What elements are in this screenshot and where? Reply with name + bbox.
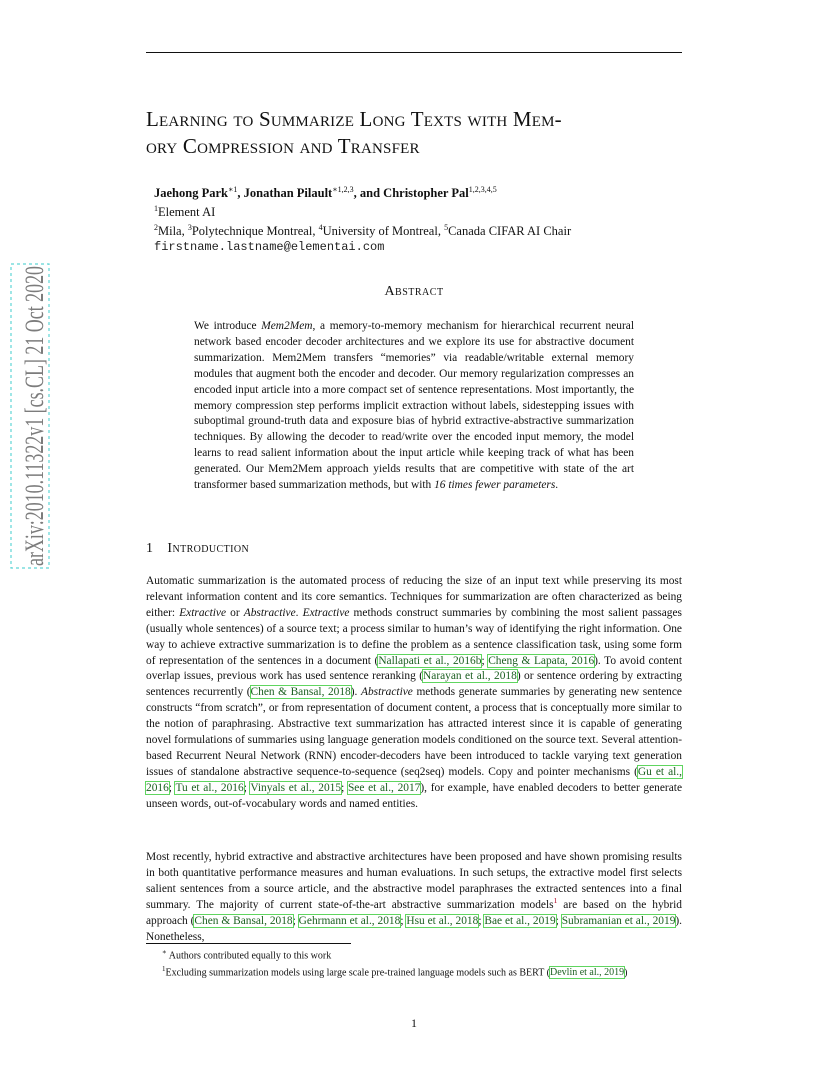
abstract-emphasis: 16 times fewer parameters (434, 479, 556, 492)
affil-1-sup: 1 (154, 204, 158, 214)
page-number: 1 (411, 1016, 417, 1030)
abstract-text-3: . (555, 479, 559, 492)
citation-link[interactable]: Gehrmann et al., 2018 (298, 914, 401, 927)
affil-3-text: Polytechnique Montreal, (191, 224, 319, 239)
citation-link[interactable]: Chen & Bansal, 2018 (194, 914, 293, 927)
p1-text-c: ). To avoid content overlap issues, previous work has used sentence reranking ( (146, 654, 683, 683)
abstract-text-1: We introduce (194, 320, 262, 332)
p2-sep-4: ; (555, 914, 562, 927)
citation-link[interactable]: Devlin et al., 2019 (550, 966, 625, 978)
p1-text-b: methods construct summaries by combining the most salient passages (usually whole sentences) of a source text; a process similar to human’s way of identifying the right information. One way to achieve extractive summarization is to define the problem as a sentence classification task, using some form of representation of the sentences in a document ( (146, 606, 682, 667)
footnote-rule (146, 943, 351, 944)
author-2: , Jonathan Pilault (237, 186, 333, 201)
author-1: Jaehong Park (154, 186, 228, 201)
p1-text-dot: . (295, 606, 303, 619)
footnote-2-end: ) (624, 966, 628, 978)
author-names (154, 182, 674, 201)
author-2-mark: ∗1,2,3 (332, 185, 354, 194)
footnote-2 (146, 963, 682, 980)
affil-2-text: Mila, (158, 224, 188, 239)
abstract-body (194, 319, 634, 494)
affil-2-sup: 2 (154, 223, 158, 233)
p1-em-abstractive: Abstractive (243, 606, 296, 619)
footnote-2-text: Excluding summarization models using large scale pre-trained language models such as BERT ( (165, 966, 550, 978)
footnotes (146, 946, 682, 979)
p1-text-f: methods generate summaries by generating new sentence constructs “from scratch”, or from representation of document content, a process that is conceptually more similar to the notion of paraphrasing. Abstractive text summarization has attracted interest since it is capable of generating novel formulations of summaries using language generation models conditioned on the source text. Several attention-based Recurrent Neural Network (RNN) encoder-decoders have been introduced to tackle varying text generation issues of standalone abstractive sequence-to-sequence (seq2seq) models. Copy and pointer mechanisms ( (146, 686, 682, 778)
p1-text-e: ). (350, 686, 361, 699)
p2-text-b: are based on the hybrid approach ( (146, 898, 682, 927)
p1-em-extractive-2: Extractive (302, 606, 350, 619)
intro-paragraph-1 (146, 574, 682, 813)
author-1-mark: ∗1 (227, 185, 238, 194)
citation-link[interactable]: Nallapati et al., 2016b (378, 654, 482, 667)
affil-4-text: University of Montreal, (322, 224, 445, 239)
author-3-mark: 1,2,3,4,5 (468, 185, 497, 194)
p1-text-d: ) or sentence ordering by extracting sentences recurrently ( (146, 670, 682, 699)
footnote-1 (146, 946, 682, 963)
affil-3-sup: 3 (187, 223, 192, 233)
p2-sep-1: ; (292, 914, 299, 927)
paper-title (146, 106, 686, 160)
p1-sep-3: ; (243, 781, 251, 794)
p1-em-abstractive-2: Abstractive (360, 686, 413, 699)
author-3: , and Christopher Pal (353, 186, 469, 201)
footnote-link[interactable]: 1 (553, 895, 558, 905)
abstract-model-name: Mem2Mem (261, 320, 313, 332)
citation-link[interactable]: Chen & Bansal, 2018 (250, 686, 351, 699)
citation-link[interactable]: Cheng & Lapata, 2016 (488, 654, 595, 667)
citation-link[interactable]: Vinyals et al., 2015 (250, 781, 342, 794)
affil-4-sup: 4 (318, 223, 323, 233)
affil-5-sup: 5 (444, 223, 449, 233)
footnote-1-mark: ∗ (162, 948, 167, 956)
footnote-2-mark: 1 (162, 964, 166, 973)
affiliation-1 (154, 201, 674, 220)
arxiv-stamp-text: arXiv:2010.11322v1 [cs.CL] 21 Oct 2020 (20, 262, 49, 566)
p1-em-extractive: Extractive (179, 606, 227, 619)
p1-sep-4: ; (341, 781, 348, 794)
p2-sep-2: ; (400, 914, 407, 927)
affiliation-2-5 (154, 220, 674, 239)
title-line-2: ory Compression and Transfer (146, 134, 420, 158)
p1-text-or: or (226, 606, 244, 619)
citation-link[interactable]: Bae et al., 2019 (484, 914, 556, 927)
p1-sep-1: ; (481, 654, 489, 667)
author-block (154, 182, 674, 255)
arxiv-stamp[interactable] (8, 262, 52, 570)
p2-sep-3: ; (478, 914, 485, 927)
affil-1-text: Element AI (158, 205, 216, 220)
p2-text-a: Most recently, hybrid extractive and abstractive architectures have been proposed and have shown promising results in both quantitative performance measures and human evaluations. In such setups, the extractive model first selects salient sentences from a source article, and the abstractive model paraphrases the extracted sentences into a final summary. The majority of current state-of-the-art abstractive summarization models (146, 851, 682, 911)
p1-sep-2: ; (168, 781, 176, 794)
p2-text-c: ). Nonetheless, (146, 914, 683, 943)
author-email[interactable]: firstname.lastname@elementai.com (154, 240, 385, 255)
top-rule (146, 52, 682, 53)
abstract-text-2: , a memory-to-memory mechanism for hierarchical recurrent neural network based encoder decoder architectures and we explore its use for abstractive document summarization. Mem2Mem transfers “memories” via readable/writable external memory modules that augment both the encoder and decoder. Our memory regularization compresses an encoded input article into a more compact set of sentence representations. Most importantly, the memory compression step performs implicit extraction without labels, sidestepping issues with suboptimal ground-truth data and exposure bias of hybrid extractive-abstractive summarization techniques. By allowing the decoder to read/write over the encoded input memory, the model learns to read salient information about the input article while keeping track of what has been generated. Our Mem2Mem approach yields results that are competitive with state of the art transformer based summarization methods, but with (194, 320, 634, 492)
footnote-1-text: Authors contributed equally to this work (168, 950, 332, 962)
intro-paragraph-2 (146, 850, 682, 945)
section-title: Introduction (167, 541, 250, 556)
section-number: 1 (146, 541, 154, 556)
citation-link[interactable]: Narayan et al., 2018 (423, 670, 517, 683)
section-heading-introduction (146, 541, 682, 557)
p1-text-a: Automatic summarization is the automated process of reducing the size of an input text while preserving its most relevant information content and its core semantics. Techniques for summarization are often characterized as being either: (146, 575, 682, 619)
affil-5-text: Canada CIFAR AI Chair (448, 224, 572, 239)
title-line-1: Learning to Summarize Long Texts with Mem- (146, 107, 562, 131)
citation-link[interactable]: Gu et al., 2016 (146, 765, 682, 794)
citation-link[interactable]: Tu et al., 2016 (175, 781, 244, 794)
citation-link[interactable]: Hsu et al., 2018 (406, 914, 479, 927)
abstract-heading: Abstract (384, 284, 444, 299)
citation-link[interactable]: Subramanian et al., 2019 (561, 914, 676, 927)
arxiv-stamp-graphic (8, 262, 52, 570)
citation-link[interactable]: See et al., 2017 (347, 781, 421, 794)
p1-text-g: ), for example, have enabled decoders to better generate unseen words, out-of-vocabulary words and named entities. (146, 781, 682, 810)
